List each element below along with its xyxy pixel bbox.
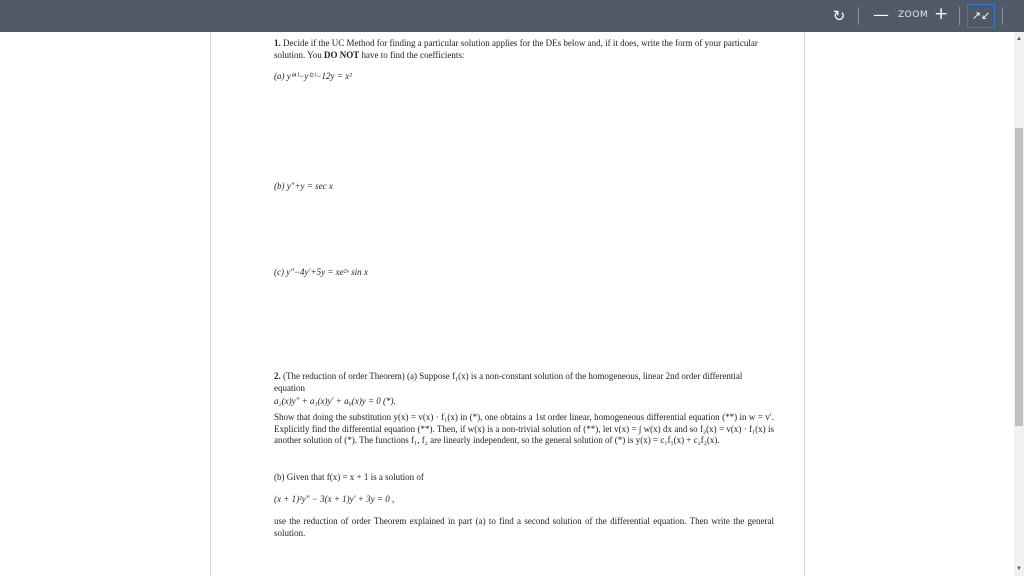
viewer-toolbar (0, 0, 1024, 32)
collapse-icon[interactable]: ↗↙ (967, 4, 995, 28)
scroll-down-arrow-icon[interactable]: ▼ (1016, 566, 1022, 572)
question-1-prompt (274, 38, 774, 61)
refresh-icon[interactable]: ↻ (832, 7, 846, 25)
question-2b-equation: (x + 1)²y″ − 3(x + 1)y′ + 3y = 0 , (274, 494, 395, 504)
question-2b-body: use the reduction of order Theorem explained in part (a) to find a second solution of the differential equation. Then write the general solution. (274, 516, 774, 538)
zoom-label: ZOOM (898, 10, 929, 20)
question-2-intro (274, 371, 774, 394)
vertical-scrollbar[interactable] (1014, 32, 1024, 576)
question-2b-intro: (b) Given that f(x) = x + 1 is a solution of (274, 472, 424, 482)
question-1-text-b: have to find the coefficients: (359, 49, 465, 60)
question-2-body: Show that doing the substitution y(x) = v(x) · f₁(x) in (*), one obtains a 1st order linear, homogeneous differential equation (**) in w = v′. Explicitly find the differential equation (**). Then, if w(x) is a non-trivial solution of (**), let v(x) = ∫ w(x) dx and so f₂(x) = v(x) · f₁(x) is another solution of (*). The functions f₁, f₂ are linearly independent, so the general solution of (*) is y(x) = c₁f₁(x) + c₂f₂(x). (274, 412, 774, 445)
question-1-number: 1. (274, 38, 281, 48)
scroll-up-arrow-icon[interactable]: ▲ (1016, 36, 1022, 42)
question-1c: (c) y″−4y′+5y = xe²ˣ sin x (274, 267, 368, 277)
toolbar-divider (858, 7, 859, 25)
toolbar-divider (1002, 7, 1003, 25)
question-2-equation: a₂(x)y″ + a₁(x)y′ + a₀(x)y = 0 (*). (274, 396, 396, 406)
zoom-in-button[interactable]: + (934, 4, 949, 24)
toolbar-divider (959, 7, 960, 25)
question-1-bold: DO NOT (324, 49, 360, 60)
scrollbar-thumb[interactable] (1015, 128, 1023, 426)
question-2-number: 2. (274, 371, 281, 381)
zoom-out-button[interactable]: — (873, 5, 889, 24)
question-1a: (a) y⁽⁴⁾−y⁽²⁾−12y = x² (274, 71, 352, 81)
question-2-intro-text: (The reduction of order Theorem) (a) Suppose f₁(x) is a non-constant solution of the homogeneous, linear 2nd order differential equation (274, 371, 743, 393)
question-1-text-a: Decide if the UC Method for finding a particular solution applies for the DEs below and, if it does, write the form of your particular solution. You (274, 38, 758, 60)
question-1b: (b) y″+y = sec x (274, 181, 333, 191)
